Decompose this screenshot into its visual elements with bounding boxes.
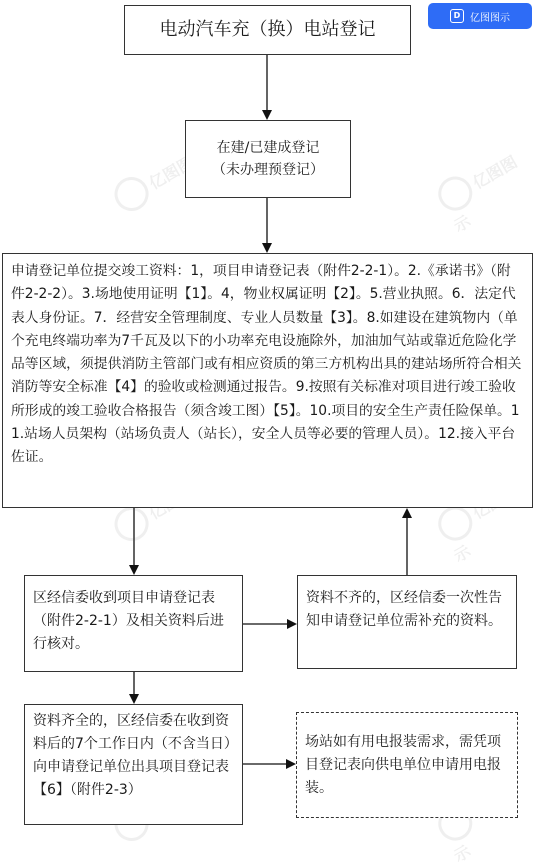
node-complete-text: 资料齐全的，区经信委在收到资料后的7个工作日内（不含当日）向申请登记单位出具项目登记表【6】（附件2-3） [33, 713, 231, 798]
node-incomplete-text: 资料不齐的，区经信委一次性告知申请登记单位需补充的资料。 [306, 590, 502, 629]
node-review-text: 区经信委收到项目申请登记表（附件2-2-1）及相关资料后进行核对。 [33, 590, 224, 652]
node-registration[interactable] [185, 120, 351, 198]
brand-logo-icon: D [450, 9, 464, 23]
node-review[interactable] [24, 575, 243, 672]
brand-badge[interactable] [428, 3, 532, 29]
node-incomplete[interactable] [297, 575, 517, 669]
node-title-text: 电动汽车充（换）电站登记 [159, 19, 376, 40]
watermark: 亿图图示 [432, 470, 534, 566]
node-power[interactable] [296, 712, 518, 818]
watermark: 亿图图示 [432, 770, 534, 866]
node-registration-text: 在建/已建成登记 （未办理预登记） [212, 140, 324, 178]
brand-badge-label: 亿图图示 [470, 12, 510, 24]
watermark: 亿图图示 [432, 140, 534, 236]
node-complete[interactable] [24, 704, 243, 825]
node-materials-text: 申请登记单位提交竣工资料：1，项目申请登记表（附件2-2-1）。2.《承诺书》（附件2-2-2）。3.场地使用证明【1】。4，物业权属证明【2】。5.营业执照。6．法定代表人身份证。7．经营安全管理制度、专业人员数量【3】。8.如建设在建筑物内（单个充电终端功率为7千瓦及以下的小功率充电设施除外，加油加气站或靠近危险化学品等区域，须提供消防主管部门或有相应资质的第三方机构出具的建站场所符合相关消防等安全标准【4】的验收或检测通过报告。9.按照有关标准对项目进行竣工验收所形成的竣工验收合格报告（须含竣工图）【5】。10.项目的安全生产责任险保单。11.站场人员架构（站场负责人（站长），安全人员等必要的管理人员）。12.接入平台佐证。 [11, 263, 522, 466]
node-power-text: 场站如有用电报装需求，需凭项目登记表向供电单位申请用电报装。 [305, 734, 501, 796]
node-materials[interactable] [2, 253, 533, 508]
watermark: 亿图图示 [108, 137, 213, 217]
node-title[interactable] [124, 5, 411, 55]
